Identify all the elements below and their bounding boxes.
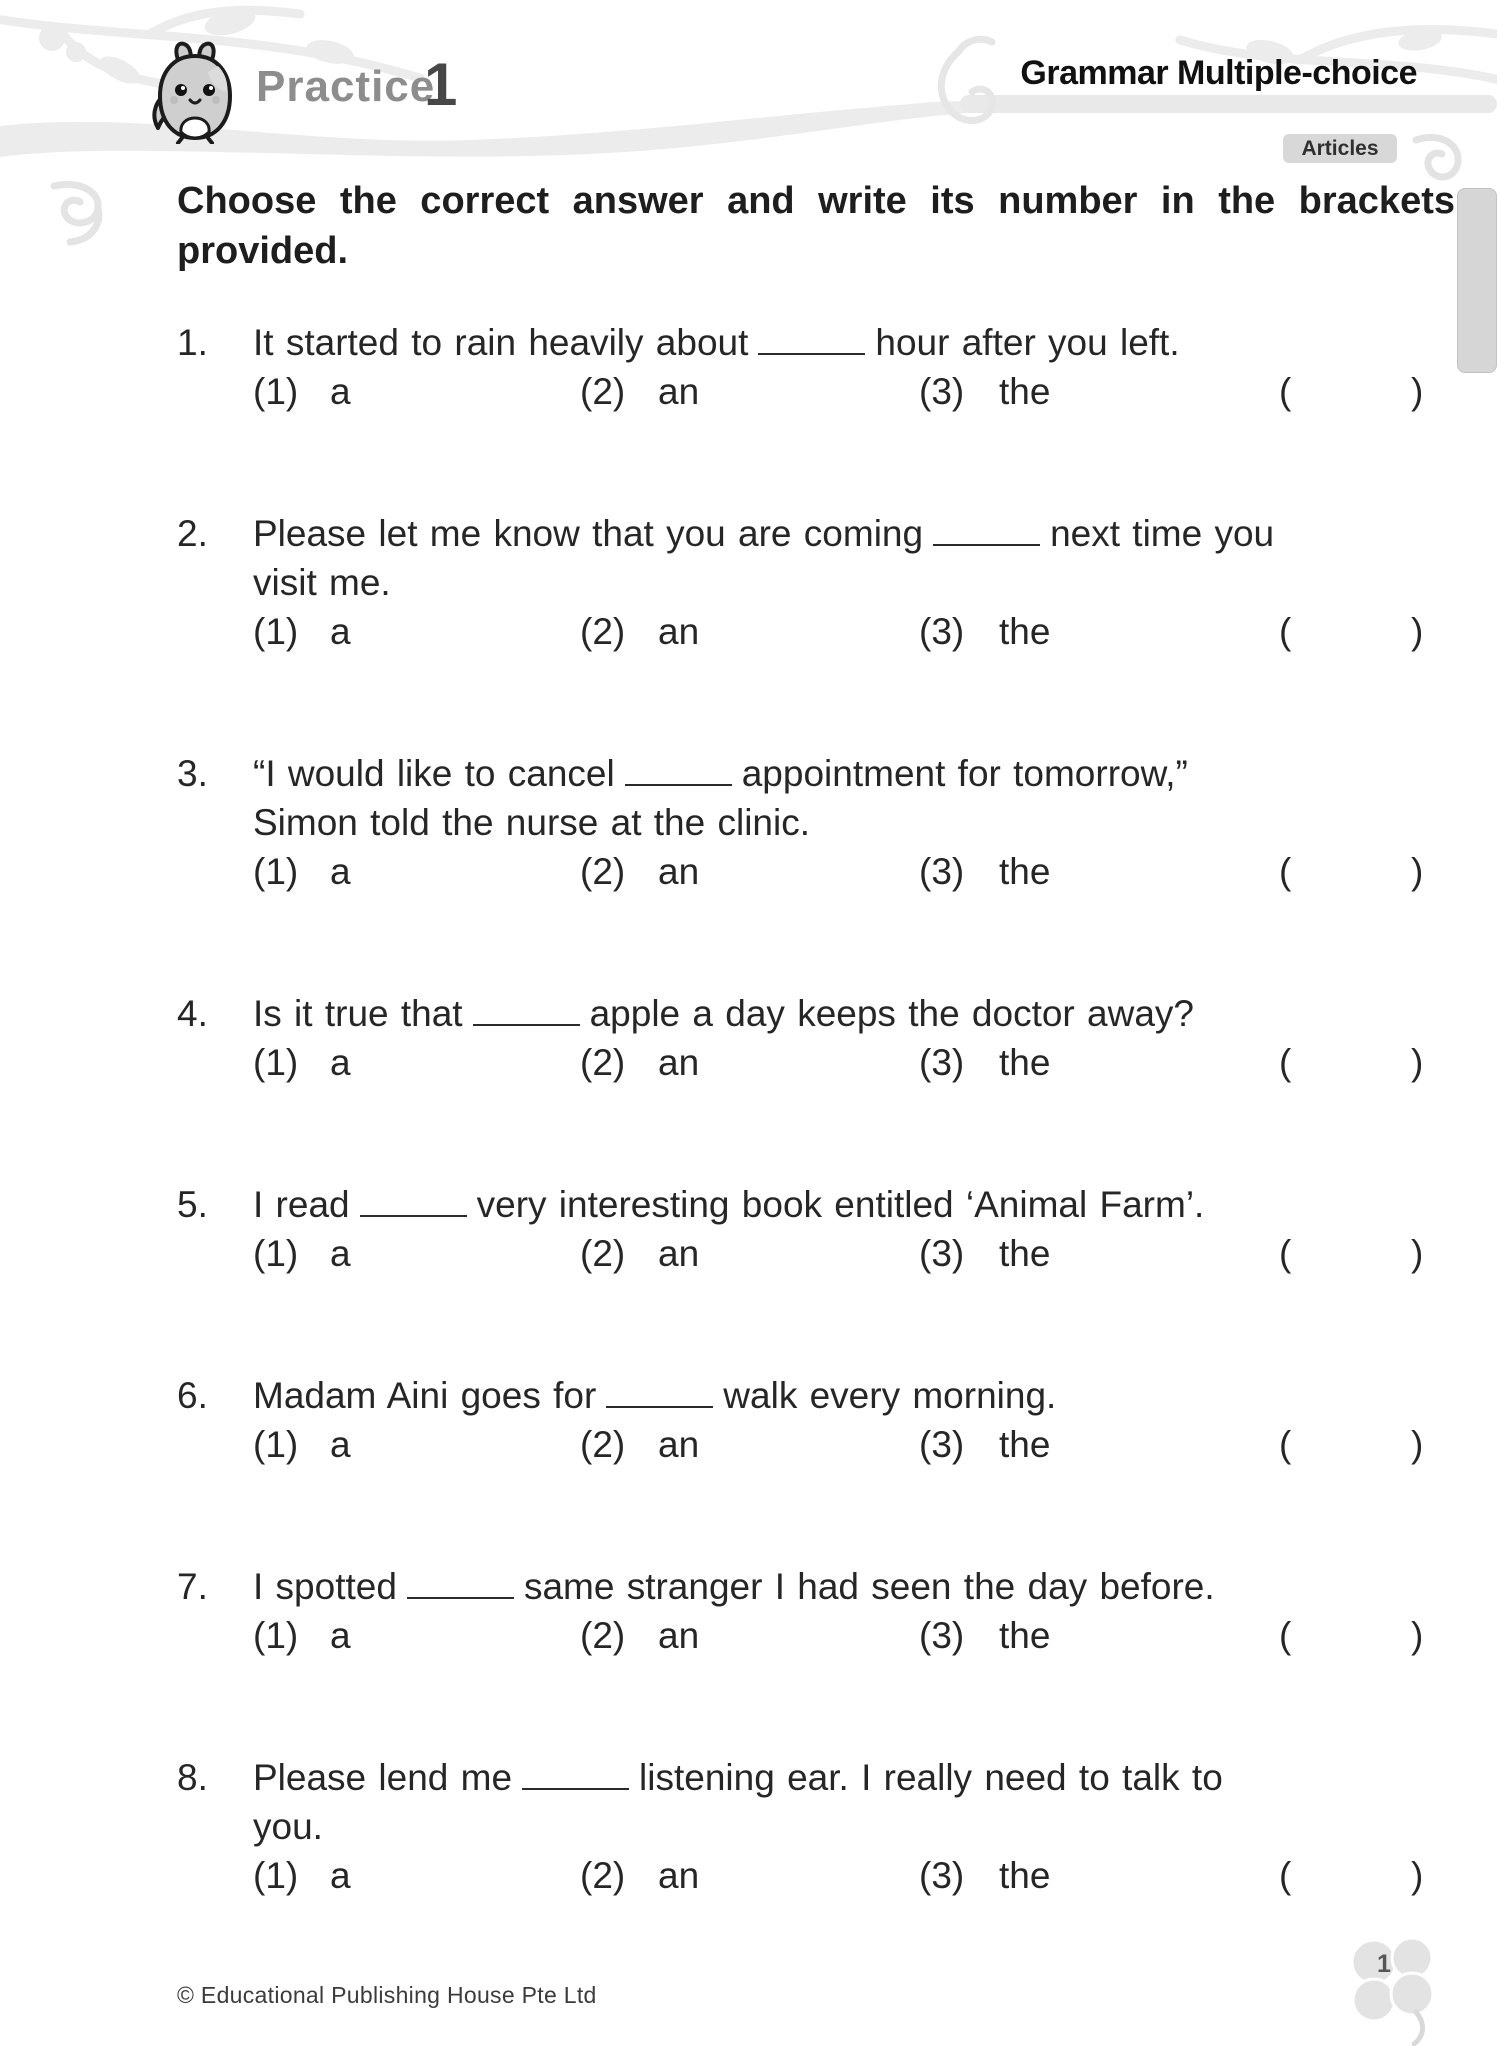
instruction-line-1: Choose the correct answer and write its number in the brackets xyxy=(177,180,1455,222)
answer-blank xyxy=(606,1400,713,1408)
option-label: an xyxy=(658,1233,700,1274)
option-label: the xyxy=(999,1855,1051,1896)
option-number: (1) xyxy=(253,1042,299,1083)
option-number: (2) xyxy=(580,1233,626,1274)
question-number: 5. xyxy=(177,1184,208,1225)
open-bracket: ( xyxy=(1279,1855,1292,1896)
option-number: (3) xyxy=(919,851,965,892)
close-bracket: ) xyxy=(1411,1424,1424,1465)
badge-swirl-decoration xyxy=(1416,137,1458,177)
close-bracket: ) xyxy=(1411,1042,1424,1083)
option-number: (1) xyxy=(253,1233,299,1274)
open-bracket: ( xyxy=(1279,851,1292,892)
option-label: a xyxy=(330,371,351,412)
question-sentence: It started to rain heavily about hour after you left. xyxy=(253,322,1180,363)
option-number: (1) xyxy=(253,611,299,652)
question-item xyxy=(177,749,1457,896)
edge-swirl-decoration xyxy=(40,178,130,248)
option-label: the xyxy=(999,1233,1051,1274)
option-number: (2) xyxy=(580,1855,626,1896)
instruction-line-2: provided. xyxy=(177,230,349,272)
open-bracket: ( xyxy=(1279,1042,1292,1083)
question-sentence-line2: Simon told the nurse at the clinic. xyxy=(253,802,811,843)
close-bracket: ) xyxy=(1411,1615,1424,1656)
question-sentence-line2: you. xyxy=(253,1806,323,1847)
question-number: 1. xyxy=(177,322,208,363)
question-sentence: Please lend me listening ear. I really need to talk to xyxy=(253,1757,1223,1798)
option-number: (3) xyxy=(919,1424,965,1465)
practice-number: 1 xyxy=(424,51,458,118)
question-number: 2. xyxy=(177,513,208,554)
page-number: 1 xyxy=(1377,1950,1391,1978)
option-label: a xyxy=(330,1424,351,1465)
option-label: a xyxy=(330,1855,351,1896)
practice-title: Practice xyxy=(256,62,436,111)
open-bracket: ( xyxy=(1279,1615,1292,1656)
option-label: an xyxy=(658,1615,700,1656)
question-number: 4. xyxy=(177,993,208,1034)
squirrel-mascot-icon xyxy=(148,40,244,144)
option-label: an xyxy=(658,851,700,892)
option-number: (3) xyxy=(919,1855,965,1896)
answer-blank xyxy=(625,778,732,786)
question-item xyxy=(177,1180,1457,1278)
option-label: the xyxy=(999,371,1051,412)
close-bracket: ) xyxy=(1411,611,1424,652)
question-item xyxy=(177,318,1457,416)
open-bracket: ( xyxy=(1279,611,1292,652)
options-row xyxy=(253,367,1457,416)
option-number: (3) xyxy=(919,1042,965,1083)
option-number: (2) xyxy=(580,1615,626,1656)
question-number: 3. xyxy=(177,753,208,794)
answer-blank xyxy=(933,538,1040,546)
options-row xyxy=(253,1038,1457,1087)
option-label: the xyxy=(999,611,1051,652)
option-label: the xyxy=(999,851,1051,892)
option-label: the xyxy=(999,1615,1051,1656)
option-number: (3) xyxy=(919,1615,965,1656)
option-number: (3) xyxy=(919,611,965,652)
option-number: (2) xyxy=(580,851,626,892)
answer-blank xyxy=(360,1209,467,1217)
option-number: (1) xyxy=(253,1615,299,1656)
options-row xyxy=(253,1229,1457,1278)
option-label: a xyxy=(330,1042,351,1083)
option-label: a xyxy=(330,1615,351,1656)
option-number: (1) xyxy=(253,371,299,412)
option-label: an xyxy=(658,1424,700,1465)
copyright-text: © Educational Publishing House Pte Ltd xyxy=(177,1982,597,2008)
question-number: 7. xyxy=(177,1566,208,1607)
question-sentence: Is it true that apple a day keeps the doctor away? xyxy=(253,993,1194,1034)
question-sentence: Madam Aini goes for walk every morning. xyxy=(253,1375,1057,1416)
question-sentence: Please let me know that you are coming next time you xyxy=(253,513,1275,554)
question-list xyxy=(177,318,1457,1993)
close-bracket: ) xyxy=(1411,851,1424,892)
option-number: (3) xyxy=(919,371,965,412)
answer-blank xyxy=(407,1591,514,1599)
question-sentence: I spotted same stranger I had seen the day before. xyxy=(253,1566,1215,1607)
option-number: (2) xyxy=(580,611,626,652)
option-number: (2) xyxy=(580,371,626,412)
question-item xyxy=(177,1753,1457,1900)
option-number: (2) xyxy=(580,1042,626,1083)
option-number: (1) xyxy=(253,1424,299,1465)
option-label: an xyxy=(658,371,700,412)
option-number: (1) xyxy=(253,851,299,892)
option-label: the xyxy=(999,1042,1051,1083)
option-label: the xyxy=(999,1424,1051,1465)
option-label: an xyxy=(658,1042,700,1083)
topic-badge: Articles xyxy=(1283,134,1397,163)
header-band-decoration xyxy=(960,95,1497,113)
options-row xyxy=(253,1420,1457,1469)
page-edge-tab xyxy=(1457,188,1497,373)
option-number: (2) xyxy=(580,1424,626,1465)
answer-blank xyxy=(522,1782,629,1790)
option-number: (3) xyxy=(919,1233,965,1274)
question-item xyxy=(177,1562,1457,1660)
option-label: a xyxy=(330,611,351,652)
options-row xyxy=(253,1851,1457,1900)
question-number: 6. xyxy=(177,1375,208,1416)
question-item xyxy=(177,1371,1457,1469)
options-row xyxy=(253,847,1457,896)
close-bracket: ) xyxy=(1411,1233,1424,1274)
option-label: an xyxy=(658,1855,700,1896)
section-title: Grammar Multiple-choice xyxy=(1020,54,1417,92)
option-label: a xyxy=(330,851,351,892)
option-label: an xyxy=(658,611,700,652)
question-item xyxy=(177,989,1457,1087)
instruction-text xyxy=(177,176,1455,276)
answer-blank xyxy=(758,347,865,355)
option-number: (1) xyxy=(253,1855,299,1896)
question-sentence-line2: visit me. xyxy=(253,562,391,603)
answer-blank xyxy=(473,1018,580,1026)
options-row xyxy=(253,607,1457,656)
question-sentence: I read very interesting book entitled ‘Animal Farm’. xyxy=(253,1184,1205,1225)
close-bracket: ) xyxy=(1411,1855,1424,1896)
question-sentence: “I would like to cancel appointment for tomorrow,” xyxy=(253,753,1188,794)
options-row xyxy=(253,1611,1457,1660)
open-bracket: ( xyxy=(1279,371,1292,412)
question-number: 8. xyxy=(177,1757,208,1798)
open-bracket: ( xyxy=(1279,1233,1292,1274)
open-bracket: ( xyxy=(1279,1424,1292,1465)
question-item xyxy=(177,509,1457,656)
option-label: a xyxy=(330,1233,351,1274)
wave-ribbon-decoration xyxy=(0,101,966,157)
close-bracket: ) xyxy=(1411,371,1424,412)
